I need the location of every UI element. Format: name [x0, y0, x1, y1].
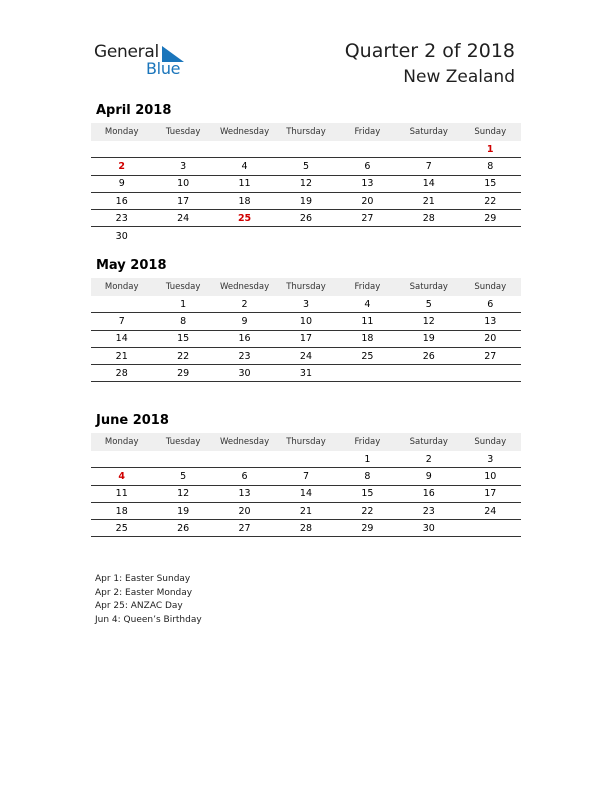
day-cell: 17: [299, 333, 313, 345]
holiday-note: Apr 2: Easter Monday: [95, 587, 193, 598]
weekday-label: Monday: [104, 127, 139, 137]
day-cell: 22: [177, 350, 190, 362]
day-cell: 16: [422, 488, 435, 500]
weekday-label: Tuesday: [165, 282, 201, 292]
day-cell: 27: [361, 212, 374, 224]
week-row: [91, 503, 521, 520]
day-cell: 9: [118, 178, 125, 190]
weekday-label: Sunday: [474, 437, 507, 447]
week-row: [91, 158, 521, 175]
day-cell: 30: [115, 230, 128, 242]
day-cell: 25: [237, 212, 252, 224]
day-cell: 30: [422, 522, 435, 534]
day-cell: 9: [425, 470, 432, 482]
weekday-label: Saturday: [409, 127, 448, 137]
day-cell: 29: [361, 522, 374, 534]
weekday-label: Friday: [354, 282, 381, 292]
day-cell: 15: [361, 488, 374, 500]
month-june: [91, 413, 521, 537]
day-cell: 21: [422, 195, 435, 207]
day-cell: 14: [422, 178, 435, 190]
day-cell: 16: [238, 333, 251, 345]
month-may: [91, 258, 521, 382]
day-cell: 28: [299, 522, 313, 534]
page-title: Quarter 2 of 2018: [344, 40, 515, 62]
weekday-label: Sunday: [474, 282, 507, 292]
day-cell: 30: [238, 367, 251, 379]
day-cell: 5: [302, 160, 309, 172]
weekday-label: Friday: [354, 127, 381, 137]
day-cell: 19: [299, 195, 313, 207]
day-cell: 24: [484, 505, 497, 517]
weekday-header-row: [91, 433, 521, 451]
day-cell: 16: [115, 195, 128, 207]
day-cell: 5: [425, 298, 432, 310]
day-cell: 2: [118, 160, 126, 172]
day-cell: 8: [364, 470, 371, 482]
day-cell: 23: [115, 212, 128, 224]
day-cell: 2: [241, 298, 248, 310]
day-cell: 18: [115, 505, 128, 517]
week-row: [91, 313, 521, 330]
day-cell: 10: [177, 178, 190, 190]
weekday-label: Friday: [354, 437, 381, 447]
day-cell: 13: [484, 315, 497, 327]
weekday-label: Saturday: [409, 437, 448, 447]
holiday-note: Apr 25: ANZAC Day: [95, 601, 183, 612]
day-cell: 3: [180, 160, 187, 172]
day-cell: 11: [115, 488, 128, 500]
weekday-header-row: [91, 123, 521, 141]
day-cell: 24: [299, 350, 313, 362]
day-cell: 12: [299, 178, 313, 190]
weekday-label: Tuesday: [165, 127, 201, 137]
holiday-note: Apr 1: Easter Sunday: [95, 574, 191, 584]
day-cell: 7: [302, 470, 309, 482]
day-cell: 8: [180, 315, 187, 327]
weekday-header-row: [91, 278, 521, 296]
day-cell: 20: [238, 505, 251, 517]
month-title: May 2018: [96, 258, 167, 273]
day-cell: 19: [422, 333, 435, 345]
day-cell: 10: [299, 315, 313, 327]
week-row: [91, 451, 521, 468]
day-cell: 17: [484, 488, 497, 500]
day-cell: 31: [299, 367, 313, 379]
day-cell: 21: [115, 350, 128, 362]
day-cell: 17: [177, 195, 190, 207]
week-row: [91, 486, 521, 503]
day-cell: 6: [487, 298, 494, 310]
day-cell: 20: [361, 195, 374, 207]
weekday-label: Sunday: [474, 127, 507, 137]
day-cell: 23: [422, 505, 435, 517]
day-cell: 23: [238, 350, 251, 362]
day-cell: 25: [115, 522, 128, 534]
day-cell: 21: [299, 505, 313, 517]
day-cell: 15: [484, 178, 497, 190]
month-april: [91, 103, 521, 245]
month-title: April 2018: [96, 103, 172, 118]
day-cell: 26: [177, 522, 190, 534]
weekday-label: Thursday: [286, 127, 326, 137]
day-cell: 10: [484, 470, 497, 482]
week-row: [91, 331, 521, 348]
day-cell: 11: [238, 178, 251, 190]
day-cell: 18: [238, 195, 251, 207]
weekday-label: Monday: [104, 437, 139, 447]
day-cell: 3: [487, 453, 494, 465]
week-row: [91, 141, 521, 158]
brand-logo: [94, 42, 194, 78]
day-cell: 20: [484, 333, 497, 345]
week-row: [91, 193, 521, 210]
weekday-label: Tuesday: [165, 437, 201, 447]
day-cell: 7: [118, 315, 125, 327]
logo-word-blue: Blue: [146, 59, 181, 78]
day-cell: 24: [177, 212, 190, 224]
week-row: [91, 348, 521, 365]
weekday-label: Thursday: [286, 437, 326, 447]
day-cell: 28: [115, 367, 128, 379]
day-cell: 27: [238, 522, 251, 534]
day-cell: 18: [361, 333, 374, 345]
day-cell: 14: [299, 488, 313, 500]
week-row: [91, 296, 521, 313]
day-cell: 13: [361, 178, 374, 190]
day-cell: 13: [238, 488, 251, 500]
day-cell: 22: [361, 505, 374, 517]
logo-word-general: General: [94, 42, 159, 62]
day-cell: 4: [364, 298, 371, 310]
weekday-label: Wednesday: [219, 437, 270, 447]
holiday-notes: [95, 573, 202, 628]
day-cell: 11: [361, 315, 374, 327]
day-cell: 29: [484, 212, 497, 224]
day-cell: 4: [241, 160, 248, 172]
day-cell: 28: [422, 212, 435, 224]
holiday-note: Jun 4: Queen’s Birthday: [95, 615, 202, 626]
day-cell: 9: [241, 315, 248, 327]
day-cell: 15: [177, 333, 190, 345]
week-row: [91, 365, 521, 382]
day-cell: 6: [364, 160, 371, 172]
day-cell: 12: [422, 315, 435, 327]
day-cell: 6: [241, 470, 248, 482]
week-row: [91, 227, 521, 244]
day-cell: 26: [299, 212, 313, 224]
day-cell: 29: [177, 367, 190, 379]
day-cell: 4: [118, 470, 126, 482]
weekday-label: Monday: [104, 282, 139, 292]
day-cell: 1: [486, 143, 494, 155]
day-cell: 27: [484, 350, 497, 362]
weekday-label: Wednesday: [219, 282, 270, 292]
day-cell: 12: [177, 488, 190, 500]
weekday-label: Thursday: [286, 282, 326, 292]
day-cell: 3: [302, 298, 309, 310]
day-cell: 26: [422, 350, 435, 362]
day-cell: 8: [487, 160, 494, 172]
day-cell: 2: [425, 453, 432, 465]
page-subtitle-country: New Zealand: [403, 67, 515, 87]
day-cell: 19: [177, 505, 190, 517]
month-title: June 2018: [96, 413, 169, 428]
week-row: [91, 520, 521, 537]
day-cell: 7: [425, 160, 432, 172]
day-cell: 1: [364, 453, 371, 465]
day-cell: 5: [180, 470, 187, 482]
weekday-label: Wednesday: [219, 127, 270, 137]
day-cell: 1: [180, 298, 187, 310]
day-cell: 22: [484, 195, 497, 207]
week-row: [91, 176, 521, 193]
week-row: [91, 468, 521, 485]
day-cell: 14: [115, 333, 128, 345]
week-row: [91, 210, 521, 227]
day-cell: 25: [361, 350, 374, 362]
weekday-label: Saturday: [409, 282, 448, 292]
